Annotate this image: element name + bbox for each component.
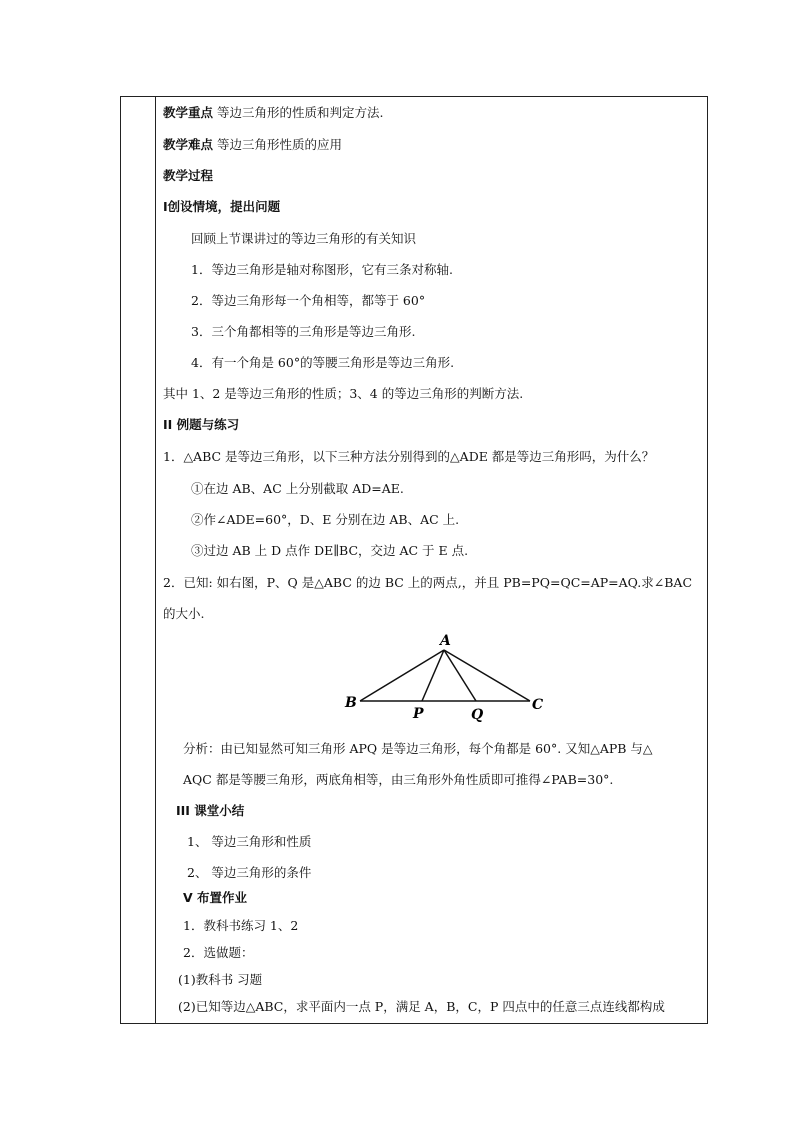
segment-aq xyxy=(444,650,476,701)
summary-item: 1、 等边三角形和性质 xyxy=(187,834,312,849)
homework-subitem: (1)教科书 习题 xyxy=(178,972,263,987)
question-2-line1: 2．已知: 如右图，P、Q 是△ABC 的边 BC 上的两点,，并且 PB=PQ=QC=AP=AQ.求∠BAC xyxy=(163,575,693,590)
section2-heading: II 例题与练习 xyxy=(163,417,240,432)
summary-item: 2、 等边三角形的条件 xyxy=(187,865,312,880)
label-b: B xyxy=(345,695,357,711)
section1-heading: I创设情境，提出问题 xyxy=(163,199,281,214)
question-1: 1．△ABC 是等边三角形，以下三种方法分别得到的△ADE 都是等边三角形吗，为什么？ xyxy=(163,449,655,464)
section1-summary: 其中 1、2 是等边三角形的性质；3、4 的等边三角形的判断方法. xyxy=(163,386,524,401)
label-q: Q xyxy=(471,707,484,723)
section1-intro: 回顾上节课讲过的等边三角形的有关知识 xyxy=(191,231,417,246)
section1-item: 4．有一个角是 60°的等腰三角形是等边三角形. xyxy=(191,355,455,370)
question-1-option: ③过边 AB 上 D 点作 DE∥BC，交边 AC 于 E 点. xyxy=(191,543,469,558)
section1-item: 3．三个角都相等的三角形是等边三角形. xyxy=(191,324,416,339)
analysis-line1: 分析：由已知显然可知三角形 APQ 是等边三角形，每个角都是 60°. 又知△APB 与△ xyxy=(183,741,653,756)
homework-item: 2．选做题： xyxy=(183,945,254,960)
question-1-option: ②作∠ADE=60°，D、E 分别在边 AB、AC 上. xyxy=(191,512,460,527)
section1-item: 2．等边三角形每一个角相等，都等于 60° xyxy=(191,293,426,308)
homework-subitem: (2)已知等边△ABC，求平面内一点 P，满足 A，B，C，P 四点中的任意三点连线都构成 xyxy=(178,999,665,1014)
process-heading: 教学过程 xyxy=(163,168,214,183)
homework-item: 1．教科书练习 1、2 xyxy=(183,918,299,933)
section3-heading: III 课堂小结 xyxy=(176,803,245,818)
teaching-focus xyxy=(163,105,384,121)
label-p: P xyxy=(413,706,424,722)
label-c: C xyxy=(532,697,544,713)
teaching-difficulty xyxy=(163,137,342,153)
teaching-difficulty-label: 教学难点 xyxy=(163,137,214,152)
segment-ap xyxy=(422,650,444,701)
question-1-option: ①在边 AB、AC 上分别截取 AD=AE. xyxy=(191,481,404,496)
segment-ab xyxy=(360,650,444,701)
section4-heading: V 布置作业 xyxy=(183,890,248,905)
section1-item: 1．等边三角形是轴对称图形，它有三条对称轴. xyxy=(191,262,453,277)
teaching-focus-label: 教学重点 xyxy=(163,105,214,120)
table-column-divider xyxy=(155,96,156,1024)
teaching-focus-text: 等边三角形的性质和判定方法. xyxy=(217,105,384,120)
teaching-difficulty-text: 等边三角形性质的应用 xyxy=(217,137,343,152)
label-a: A xyxy=(440,633,451,649)
triangle-figure xyxy=(340,630,550,725)
segment-ac xyxy=(444,650,530,701)
analysis-line2: AQC 都是等腰三角形，两底角相等，由三角形外角性质即可推得∠PAB=30°. xyxy=(183,772,614,787)
question-2-line2: 的大小. xyxy=(163,606,205,621)
